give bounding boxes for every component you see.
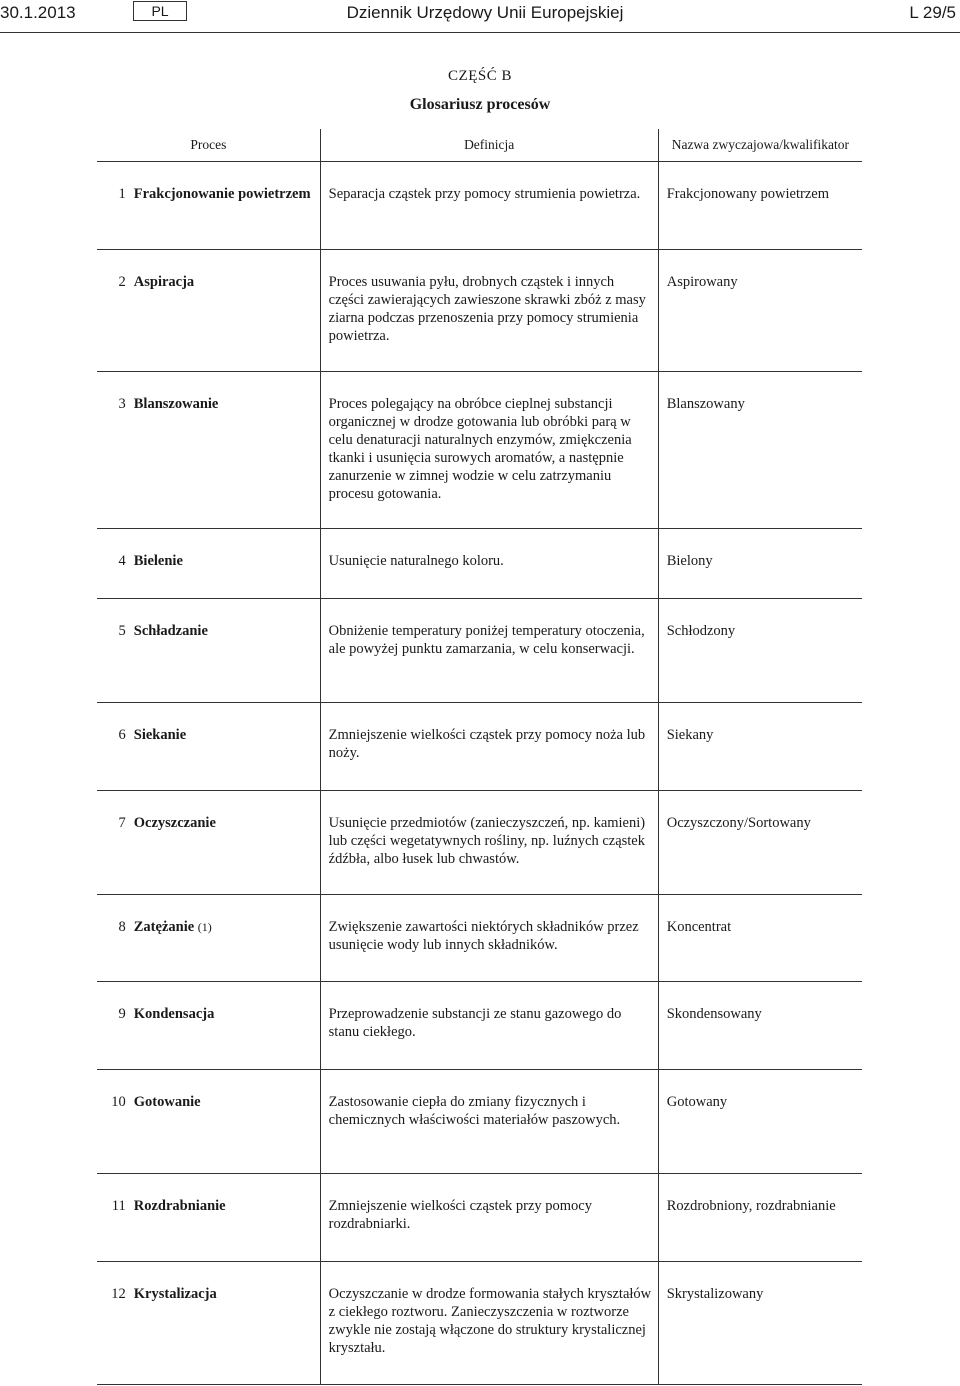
process-label: Schładzanie — [133, 623, 208, 639]
glossary-title: Glosariusz procesów — [409, 96, 551, 113]
common-name-qualifier: Oczyszczony/Sortowany — [658, 791, 862, 895]
process-label: Gotowanie — [133, 1094, 201, 1110]
row-number: 10 — [97, 1070, 134, 1174]
table-row — [97, 250, 862, 372]
column-header-process: Proces — [97, 129, 320, 162]
process-name — [134, 250, 320, 372]
process-definition: Obniżenie temperatury poniżej temperatury otoczenia, ale powyżej punktu zamarzania, w celu konserwacji. — [320, 599, 658, 703]
table-row — [97, 1070, 862, 1174]
process-glossary-table — [97, 129, 862, 1385]
process-label: Bielenie — [133, 553, 183, 569]
process-name — [134, 1174, 320, 1262]
column-header-name: Nazwa zwyczajowa/kwalifikator — [658, 129, 862, 162]
journal-title: Dziennik Urzędowy Unii Europejskiej — [346, 3, 624, 22]
table-row — [97, 1174, 862, 1262]
process-label: Kondensacja — [133, 1006, 215, 1022]
language-badge: PL — [133, 1, 187, 21]
process-definition: Zwiększenie zawartości niektórych składników przez usunięcie wody lub innych składników. — [320, 895, 658, 982]
table-row — [97, 162, 862, 250]
row-number: 3 — [97, 372, 134, 529]
process-label: Siekanie — [133, 727, 187, 743]
row-number: 12 — [97, 1262, 134, 1385]
process-definition: Proces usuwania pyłu, drobnych cząstek i innych części zawierających zawieszone skrawki zbóż z masy ziarna podczas przenoszenia przy pomocy strumienia powietrza. — [320, 250, 658, 372]
process-definition: Przeprowadzenie substancji ze stanu gazowego do stanu ciekłego. — [320, 982, 658, 1070]
process-definition: Zmniejszenie wielkości cząstek przy pomocy noża lub noży. — [320, 703, 658, 791]
table-row — [97, 529, 862, 599]
common-name-qualifier: Rozdrobniony, rozdrabnianie — [658, 1174, 862, 1262]
table-row — [97, 791, 862, 895]
table-row — [97, 703, 862, 791]
row-number: 8 — [97, 895, 134, 982]
common-name-qualifier: Aspirowany — [658, 250, 862, 372]
row-number: 9 — [97, 982, 134, 1070]
table-row — [97, 599, 862, 703]
table-header-row — [97, 129, 862, 162]
common-name-qualifier: Koncentrat — [658, 895, 862, 982]
row-number: 5 — [97, 599, 134, 703]
process-label: Rozdrabnianie — [133, 1198, 226, 1214]
part-heading: CZĘŚĆ B — [448, 68, 512, 84]
common-name-qualifier: Blanszowany — [658, 372, 862, 529]
process-name — [134, 982, 320, 1070]
row-number: 1 — [97, 162, 134, 250]
process-name — [134, 529, 320, 599]
common-name-qualifier: Skondensowany — [658, 982, 862, 1070]
process-name — [134, 372, 320, 529]
process-name — [134, 599, 320, 703]
process-definition: Usunięcie przedmiotów (zanieczyszczeń, np. kamieni) lub części wegetatywnych rośliny, np. luźnych cząstek źdźbła, albo łusek lub chwastów. — [320, 791, 658, 895]
common-name-qualifier: Skrystalizowany — [658, 1262, 862, 1385]
page-reference: L 29/5 — [909, 3, 956, 22]
process-definition: Separacja cząstek przy pomocy strumienia powietrza. — [320, 162, 658, 250]
process-definition: Zmniejszenie wielkości cząstek przy pomocy rozdrabniarki. — [320, 1174, 658, 1262]
table-row — [97, 1262, 862, 1385]
page-header — [0, 0, 960, 33]
process-label: Aspiracja — [133, 274, 195, 290]
process-name — [134, 162, 320, 250]
process-definition: Oczyszczanie w drodze formowania stałych kryształów z ciekłego roztworu. Zanieczyszczenia w roztworze zwykle nie zostają włączone do struktury krystalicznej kryształu. — [320, 1262, 658, 1385]
process-name — [134, 703, 320, 791]
process-name — [134, 895, 320, 982]
row-number: 4 — [97, 529, 134, 599]
process-definition: Zastosowanie ciepła do zmiany fizycznych i chemicznych właściwości materiałów paszowych. — [320, 1070, 658, 1174]
process-definition: Proces polegający na obróbce cieplnej substancji organicznej w drodze gotowania lub obróbki parą w celu denaturacji naturalnych enzymów, zmiękczenia tkanki i usunięcia surowych aromatów, a następnie zanurzenie w zimnej wodzie w celu zatrzymaniu procesu gotowania. — [320, 372, 658, 529]
process-label: Krystalizacja — [133, 1286, 217, 1302]
footnote-reference: (1) — [197, 920, 212, 934]
process-name — [134, 1262, 320, 1385]
row-number: 7 — [97, 791, 134, 895]
row-number: 2 — [97, 250, 134, 372]
process-name — [134, 791, 320, 895]
common-name-qualifier: Siekany — [658, 703, 862, 791]
table-row — [97, 982, 862, 1070]
process-label: Blanszowanie — [133, 396, 219, 412]
row-number: 6 — [97, 703, 134, 791]
table-row — [97, 895, 862, 982]
process-label: Frakcjonowanie powietrzem — [133, 186, 311, 202]
process-label: Zatężanie — [133, 919, 195, 935]
process-label: Oczyszczanie — [133, 815, 216, 831]
process-name — [134, 1070, 320, 1174]
process-definition: Usunięcie naturalnego koloru. — [320, 529, 658, 599]
common-name-qualifier: Gotowany — [658, 1070, 862, 1174]
common-name-qualifier: Bielony — [658, 529, 862, 599]
publication-date: 30.1.2013 — [0, 3, 76, 22]
row-number: 11 — [97, 1174, 134, 1262]
table-row — [97, 372, 862, 529]
common-name-qualifier: Frakcjonowany powietrzem — [658, 162, 862, 250]
common-name-qualifier: Schłodzony — [658, 599, 862, 703]
column-header-definition: Definicja — [320, 129, 658, 162]
